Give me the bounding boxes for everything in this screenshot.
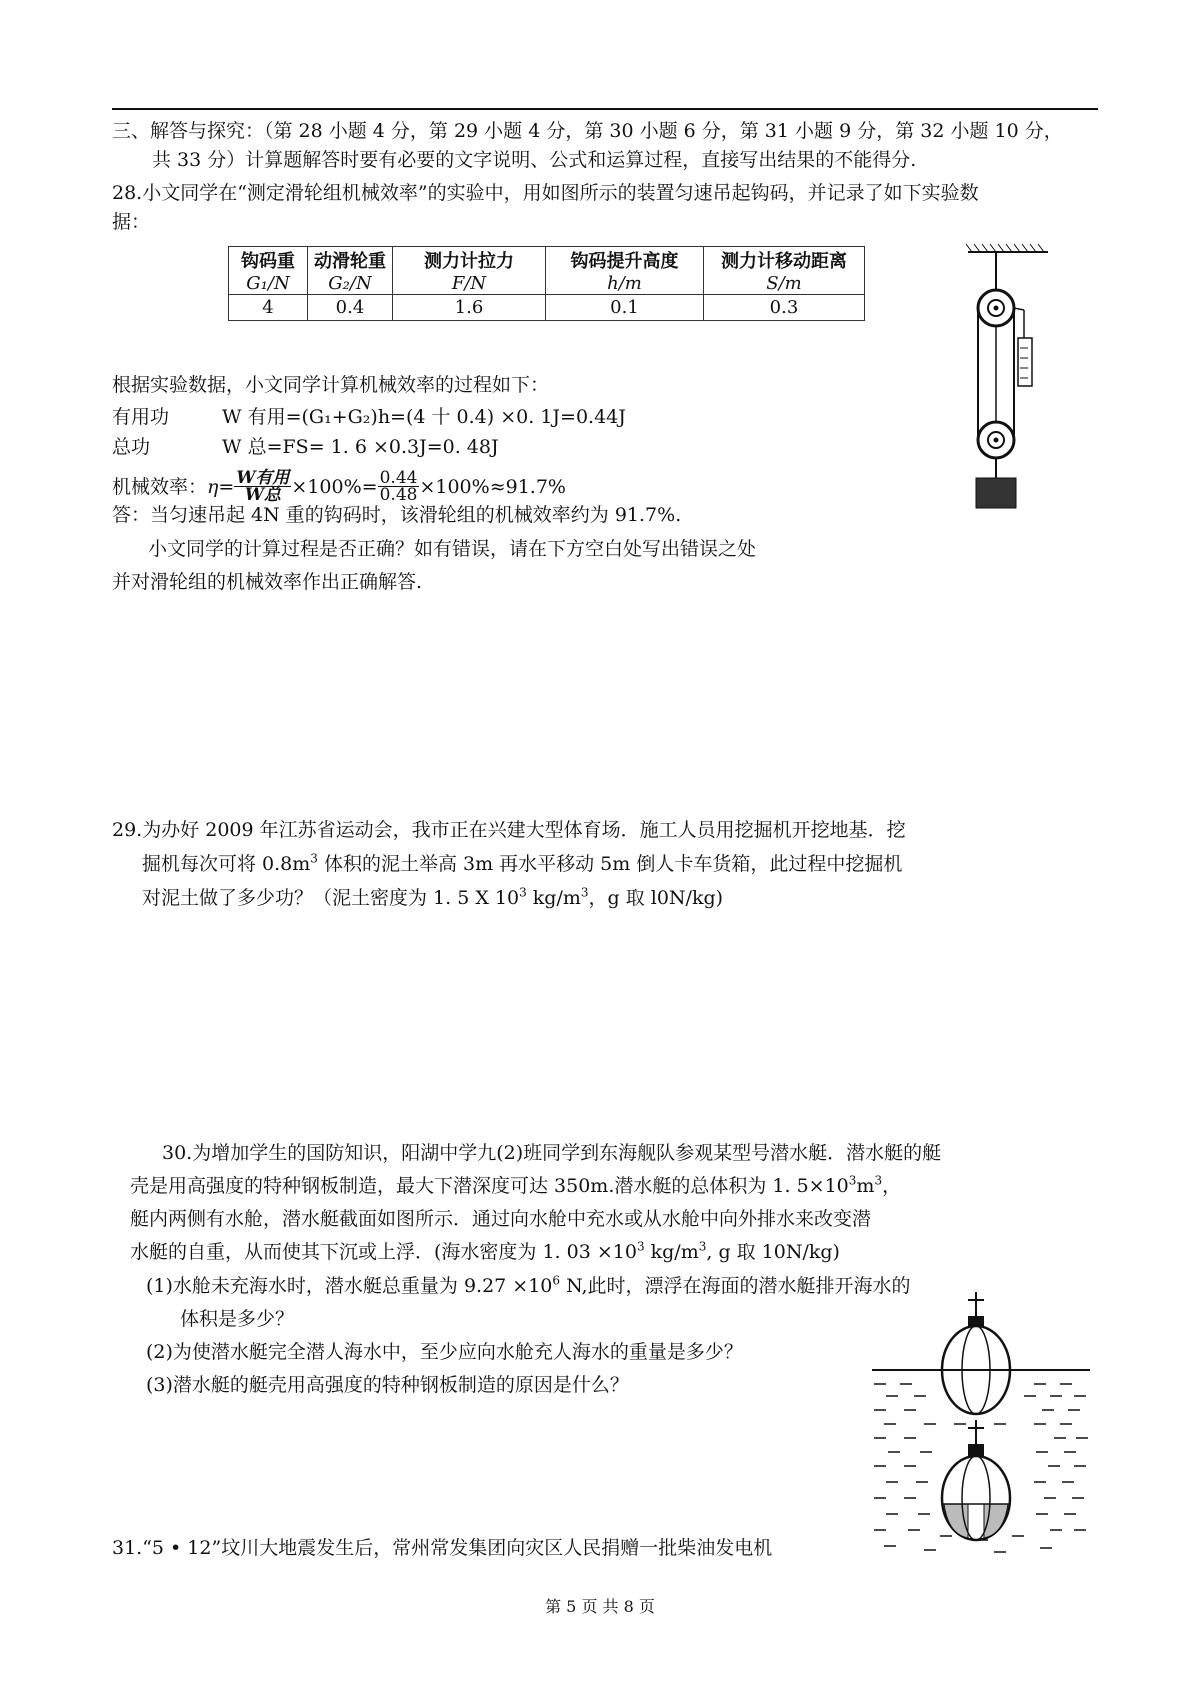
table-header-cell: 测力计移动距离 S/m — [704, 247, 865, 295]
q31-line1: 31.“5 • 12”坟川大地震发生后，常州常发集团向灾区人民捐赠一批柴油发电机 — [112, 1537, 773, 1559]
table-cell: 0.4 — [308, 295, 393, 321]
fraction-work: $\frac{\text{W有用}}{\text{W总}}$ — [236, 468, 290, 505]
q28-line1: 28.小文同学在“测定滑轮组机械效率”的实验中，用如图所示的装置匀速吊起钩码，并记录了如下实验数 — [112, 182, 979, 204]
table-cell: 4 — [229, 295, 308, 321]
useful-work-label: 有用功 — [112, 406, 170, 428]
fraction-values: $\frac{0.44}{0.48}$ — [379, 468, 418, 505]
header-rule — [112, 108, 1098, 110]
table-cell: 0.3 — [704, 295, 865, 321]
total-work-formula: W 总=FS= 1. 6 ×0.3J=0. 48J — [222, 436, 499, 458]
q28-answer: 答：当匀速吊起 4N 重的钩码时，该滑轮组的机械效率约为 91.7%. — [112, 504, 682, 526]
total-work-label: 总功 — [112, 436, 151, 458]
q30-line1: 30.为增加学生的国防知识，阳湖中学九(2)班同学到东海舰队参观某型号潜水艇．潜水艇的艇 — [162, 1142, 942, 1164]
q30-sub1: (1)水舱未充海水时，潜水艇总重量为 $9.27 \times 10^6$ N,此时，漂浮在海面的潜水艇排开海水的 — [146, 1273, 911, 1297]
efficiency-formula — [112, 470, 566, 503]
table-header-cell: 测力计拉力 F/N — [393, 247, 546, 295]
efficiency-result: ×100%≈91.7% — [419, 475, 566, 498]
eta-symbol: η= — [207, 475, 235, 498]
table-header-row — [229, 247, 865, 295]
table-row — [229, 295, 865, 321]
q28-intro: 根据实验数据，小文同学计算机械效率的过程如下： — [112, 374, 550, 396]
useful-work-formula: W 有用=(G₁+G₂)h=(4 十 0.4) ×0. 1J=0.44J — [222, 406, 626, 428]
q30-sub3: (3)潜水艇的艇壳用高强度的特种钢板制造的原因是什么？ — [146, 1374, 629, 1396]
section3-line1: 三、解答与探究：（第 28 小题 4 分，第 29 小题 4 分，第 30 小题 6 分，第 31 小题 9 分，第 32 小题 10 分， — [112, 120, 1063, 142]
q29-line2: 掘机每次可将 $0.8m^3$ 体积的泥土举高 3m 再水平移动 5m 倒人卡车货箱，此过程中挖掘机 — [142, 851, 903, 875]
section3-line2: 共 33 分）计算题解答时要有必要的文字说明、公式和运算过程，直接写出结果的不能得分. — [152, 149, 917, 171]
table-header-cell: 钩码重 G₁/N — [229, 247, 308, 295]
experiment-table — [228, 246, 865, 321]
pulley-figure-icon — [958, 240, 1058, 530]
q28-line2: 据： — [112, 211, 151, 233]
submarine-figure-icon — [864, 1290, 1094, 1560]
table-cell: 0.1 — [546, 295, 704, 321]
q30-sub2: (2)为使潜水艇完全潜人海水中，至少应向水舱充人海水的重量是多少？ — [146, 1341, 743, 1363]
table-cell: 1.6 — [393, 295, 546, 321]
q28-ask2: 并对滑轮组的机械效率作出正确解答. — [112, 571, 423, 593]
q29-line3: 对泥土做了多少功？（泥土密度为 1. 5 X $10^3$ $kg/m^3$，g 取 l0N/kg) — [142, 885, 724, 909]
q30-line2: 壳是用高强度的特种钢板制造，最大下潜深度可达 350m.潜水艇的总体积为 1. $5\times 10^3m^3$， — [130, 1173, 902, 1197]
table-header-cell: 动滑轮重 G₂/N — [308, 247, 393, 295]
q30-line3: 艇内两侧有水舱，潜水艇截面如图所示．通过向水舱中充水或从水舱中向外排水来改变潜 — [130, 1208, 872, 1230]
q29-line1: 29.为办好 2009 年江苏省运动会，我市正在兴建大型体育场．施工人员用挖掘机开挖地基．挖 — [112, 819, 906, 841]
q30-sub1-cont: 体积是多少？ — [180, 1308, 295, 1330]
q28-ask1: 小文同学的计算过程是否正确？如有错误，请在下方空白处写出错误之处 — [148, 538, 757, 560]
page-footer: 第 5 页 共 8 页 — [545, 1597, 655, 1616]
efficiency-mid: ×100%= — [291, 475, 378, 498]
table-header-cell: 钩码提升高度 h/m — [546, 247, 704, 295]
q30-line4: 水艇的自重，从而使其下沉或上浮．(海水密度为 1. $03 \times 10^3$ $kg/m^3$, g 取 10N/kg) — [130, 1239, 840, 1263]
efficiency-label: 机械效率： — [112, 475, 208, 498]
